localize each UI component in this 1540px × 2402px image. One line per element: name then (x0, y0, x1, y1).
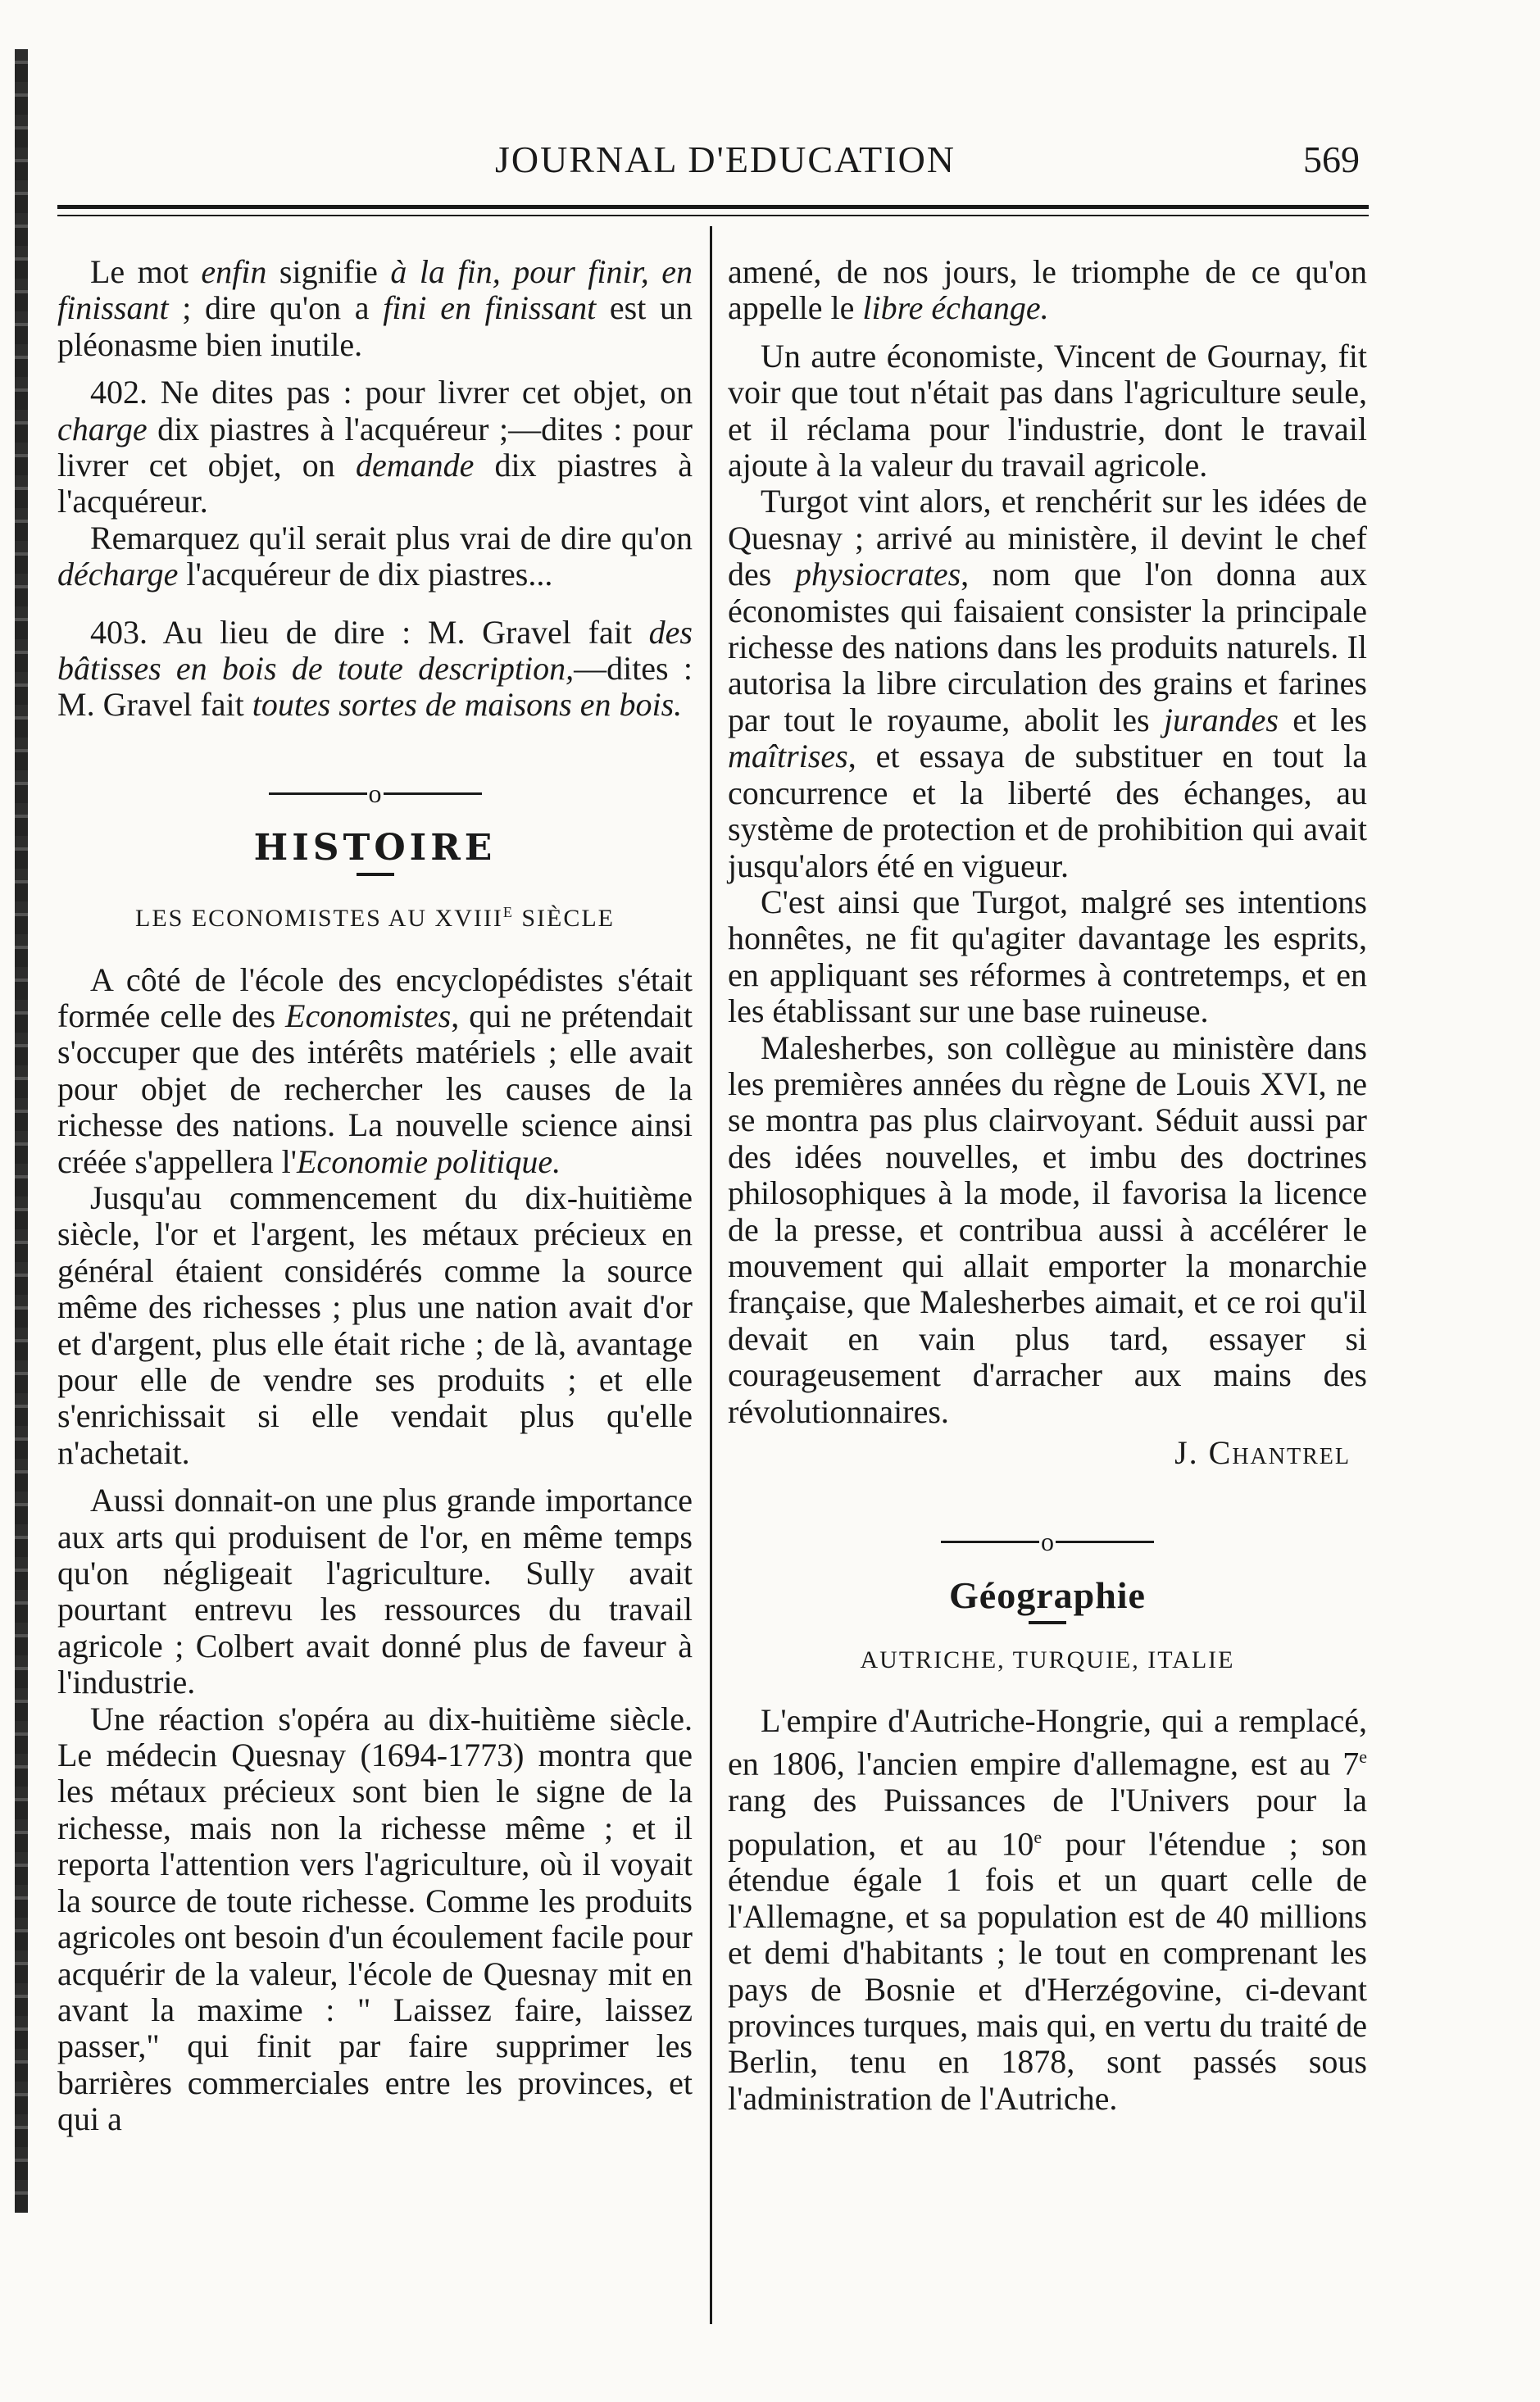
section-separator: o (728, 1520, 1367, 1560)
right-column (728, 254, 1367, 2117)
paragraph-aussi: Aussi donnait-on une plus grande importance aux arts qui produisent de l'or, en même temps qu'on négligeait l'agriculture. Sully avait pourtant entrevu les ressources du travail agricole ; Colbert avait donné plus de faveur à l'industrie. (57, 1482, 693, 1701)
paragraph-enfin: Le mot enfin signifie à la fin, pour finir, en finissant ; dire qu'on a fini en finissant est un pléonasme bien inutile. (57, 253, 693, 363)
section-title-geographie: Géographie (949, 1574, 1146, 1617)
paragraph-402: 402. Ne dites pas : pour livrer cet objet, on charge dix piastres à l'acquéreur ;—dites : pour livrer cet objet, on demande dix piastres à l'acquéreur. (57, 374, 693, 520)
paragraph-reaction: Une réaction s'opéra au dix-huitième siècle. Le médecin Quesnay (1694-1773) montra que les métaux précieux sont bien le signe de la richesse, mais non la richesse même ; et il reporta l'attention vers l'agriculture, où il voyait la source de toute richesse. Comme les produits agricoles ont besoin d'un écoulement facile pour acquérir de la valeur, l'école de Quesnay mit en avant la maxime : " Laissez faire, laissez passer," qui finit par faire supprimer les barrières commerciales entre les provinces, et qui a (57, 1700, 693, 2138)
paragraph-c-est-ainsi: C'est ainsi que Turgot, malgré ses intentions honnêtes, ne fit qu'agiter davantage les esprits, en appliquant ses réformes à contretemps, et en les établissant sur une base ruineuse. (728, 883, 1367, 1030)
page-number: 569 (1303, 138, 1360, 180)
header-rule-thin (57, 215, 1369, 216)
title-rule (1029, 1621, 1066, 1624)
column-divider (710, 226, 712, 2324)
paragraph-libre-echange: amené, de nos jours, le triomphe de ce qu'on appelle le libre échange. (728, 253, 1367, 327)
section-title-histoire: HISTOIRE (253, 826, 497, 869)
paragraph-economistes: A côté de l'école des encyclopédistes s'était formée celle des Economistes, qui ne prétendait s'occuper que des intérêts matériels ; elle avait pour objet de rechercher les causes de la richesse des nations. La nouvelle science ainsi créée s'appellera l'Economie politique. (57, 960, 693, 1180)
paragraph-remarquez: Remarquez qu'il serait plus vrai de dire qu'on décharge l'acquéreur de dix piastres... (57, 519, 693, 593)
header-rule-thick (57, 205, 1369, 209)
author-signature: J. Chantrel (1174, 1434, 1351, 1471)
paragraph-403: 403. Au lieu de dire : M. Gravel fait des bâtisses en bois de toute description,—dites : M. Gravel fait toutes sortes de maisons en bois. (57, 613, 693, 724)
paragraph-autriche: L'empire d'Autriche-Hongrie, qui a remplacé, en 1806, l'ancien empire d'allemagne, est au 7e rang des Puissances de l'Univers pour la population, et au 10e pour l'étendue ; son étendue égale 1 fois et un quart celle de l'Allemagne, et sa population est de 40 millions et demi d'habitants ; le tout en comprenant les pays de Bosnie et d'Herzégovine, ci-devant provinces turques, mais qui, en vertu du traité de Berlin, tenu en 1878, sont passés sous l'administration de l'Autriche. (728, 1702, 1367, 2117)
binding-edge (15, 49, 28, 2213)
section-subtitle: LES ECONOMISTES AU $XVIII^E$ SIÈCLE (135, 904, 615, 933)
section-separator: o (57, 773, 693, 812)
journal-title: JOURNAL D'EDUCATION (494, 138, 956, 180)
paragraph-dix-huitieme: Jusqu'au commencement du dix-huitième siècle, l'or et l'argent, les métaux précieux en général étaient considérés comme la source même des richesses ; plus une nation avait d'or et d'argent, plus elle était riche ; de là, avantage pour elle de vendre ses produits ; et elle s'enrichissait si elle vendait plus qu'elle n'achetait. (57, 1178, 693, 1471)
title-rule (357, 873, 394, 876)
paragraph-gournay: Un autre économiste, Vincent de Gournay, fit voir que tout n'était pas dans l'agriculture seule, et il réclama pour l'industrie, dont le travail ajoute à la valeur du travail agricole. (728, 337, 1367, 484)
left-column (57, 254, 693, 2138)
paragraph-malesherbes: Malesherbes, son collègue au ministère dans les premières années du règne de Louis XVI, ne se montra pas plus clairvoyant. Séduit aussi par des idées nouvelles, et imbu des doctrines philosophiques à la mode, il favorisa la licence de la presse, et contribua aussi à accélérer le mouvement qui allait emporter la monarchie française, que Malesherbes aimait, et ce roi qu'il devait en vain plus tard, essayer si courageusement d'arracher aux mains des révolutionnaires. (728, 1028, 1367, 1430)
paragraph-turgot: Turgot vint alors, et renchérit sur les idées de Quesnay ; arrivé au ministère, il devint le chef des physiocrates, nom que l'on donna aux économistes qui faisaient consister la principale richesse des nations dans les produits naturels. Il autorisa la libre circulation des grains et farines par tout le royaume, abolit les jurandes et les maîtrises, et essaya de substituer en tout la concurrence et la liberté des échanges, au système de protection et de prohibition qui avait jusqu'alors été en vigueur. (728, 483, 1367, 884)
section-subtitle: AUTRICHE, TURQUIE, ITALIE (860, 1646, 1235, 1673)
